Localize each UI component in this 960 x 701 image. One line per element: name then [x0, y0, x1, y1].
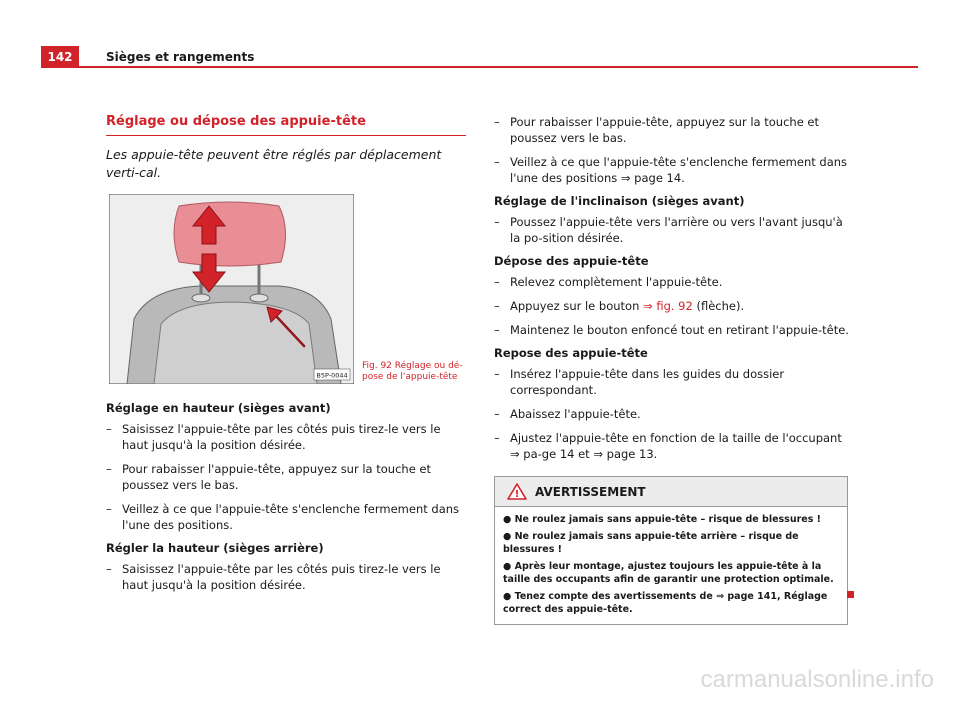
warning-item [503, 513, 839, 526]
warning-body [495, 507, 847, 624]
section-intro: Les appuie-tête peuvent être réglés par déplacement verti-cal. [106, 147, 442, 180]
front-height-heading: Réglage en hauteur (sièges avant) [106, 401, 331, 415]
item-text: Veillez à ce que l'appuie-tête s'enclenche fermement dans l'une des positions. [122, 502, 460, 532]
warning-mark: ! [514, 489, 520, 500]
list-item [494, 298, 850, 314]
bullet: ● [503, 531, 512, 542]
warning-item [503, 530, 839, 556]
refit-heading: Repose des appuie-tête [494, 346, 648, 360]
item-text: Abaissez l'appuie-tête. [510, 407, 641, 421]
warning-item [503, 590, 839, 616]
warning-header [495, 477, 847, 507]
warning-item [503, 560, 839, 586]
figure-92 [106, 194, 466, 385]
dash: – [106, 462, 112, 476]
list-item [494, 114, 850, 146]
header-rule [79, 66, 918, 68]
watermark: carmanualsonline.info [700, 666, 934, 693]
item-text [510, 298, 850, 314]
list-item [494, 154, 850, 186]
dash: – [106, 502, 112, 516]
bullet: ● [503, 514, 512, 525]
list-item [494, 430, 850, 462]
right-column [494, 114, 850, 625]
headrest [174, 202, 286, 266]
warning-text: Après leur montage, ajustez toujours les appuie-tête à la taille des occupants afin de garantir une protection optimale. [503, 561, 834, 585]
rear-height-heading: Régler la hauteur (sièges arrière) [106, 541, 324, 555]
guide-right [250, 294, 268, 302]
dash: – [494, 367, 500, 381]
dash: – [494, 215, 500, 229]
item-text: Saisissez l'appuie-tête par les côtés puis tirez-le vers le haut jusqu'à la position désirée. [122, 562, 441, 592]
caption-line-1: Fig. 92 Réglage ou dé- [362, 361, 463, 371]
bullet: ● [503, 561, 512, 572]
dash: – [106, 562, 112, 576]
list-item [494, 406, 850, 422]
running-header: Sièges et rangements [106, 50, 255, 64]
list-item [106, 421, 466, 453]
item-text-part: (flèche). [692, 299, 745, 313]
list-item [494, 274, 850, 290]
guide-left [192, 294, 210, 302]
caption-line-2: pose de l'appuie-tête [362, 372, 458, 382]
list-item [106, 561, 466, 593]
page-number: 142 [41, 46, 79, 68]
dash: – [494, 299, 500, 313]
dash: – [494, 115, 500, 129]
removal-heading: Dépose des appuie-tête [494, 254, 649, 268]
list-item [494, 366, 850, 398]
dash: – [106, 422, 112, 436]
item-text: Insérez l'appuie-tête dans les guides du dossier correspondant. [510, 367, 785, 397]
warning-triangle-icon [507, 483, 527, 500]
dash: – [494, 275, 500, 289]
item-text: Pour rabaisser l'appuie-tête, appuyez sur la touche et poussez vers le bas. [122, 462, 432, 492]
dash: – [494, 431, 500, 445]
warning-title: AVERTISSEMENT [535, 484, 646, 499]
warning-text: Ne roulez jamais sans appuie-tête – risque de blessures ! [514, 514, 822, 525]
headrest-illustration [109, 194, 354, 384]
list-item [106, 501, 466, 533]
bullet: ● [503, 591, 512, 602]
left-column [106, 114, 466, 601]
dash: – [494, 323, 500, 337]
item-text: Pour rabaisser l'appuie-tête, appuyez sur la touche et poussez vers le bas. [510, 115, 820, 145]
list-item [494, 322, 850, 338]
tilt-heading: Réglage de l'inclinaison (sièges avant) [494, 194, 745, 208]
dash: – [494, 155, 500, 169]
warning-box [494, 476, 848, 625]
item-text: Maintenez le bouton enfoncé tout en retirant l'appuie-tête. [510, 323, 849, 337]
item-text: Poussez l'appuie-tête vers l'arrière ou vers l'avant jusqu'à la po-sition désirée. [510, 215, 843, 245]
item-text: Saisissez l'appuie-tête par les côtés puis tirez-le vers le haut jusqu'à la position désirée. [122, 422, 441, 452]
list-item [494, 214, 850, 246]
item-text: Ajustez l'appuie-tête en fonction de la taille de l'occupant ⇒ pa-ge 14 et ⇒ page 13. [510, 431, 842, 461]
seat-panel [154, 302, 317, 384]
figure-link[interactable]: ⇒ fig. 92 [643, 299, 693, 313]
list-item [106, 461, 466, 493]
section-title: Réglage ou dépose des appuie-tête [106, 114, 466, 136]
item-text: Relevez complètement l'appuie-tête. [510, 275, 723, 289]
figure-caption [362, 361, 463, 383]
warning-text: Ne roulez jamais sans appuie-tête arrière – risque de blessures ! [503, 531, 799, 555]
item-text: Veillez à ce que l'appuie-tête s'enclenche fermement dans l'une des positions ⇒ page 14. [510, 155, 848, 185]
section-end-marker [847, 591, 854, 598]
figure-code: B5P-0044 [316, 371, 348, 380]
item-text-part: Appuyez sur le bouton [510, 299, 644, 313]
warning-text: Tenez compte des avertissements de ⇒ page 141, Réglage correct des appuie-tête. [503, 591, 828, 615]
dash: – [494, 407, 500, 421]
